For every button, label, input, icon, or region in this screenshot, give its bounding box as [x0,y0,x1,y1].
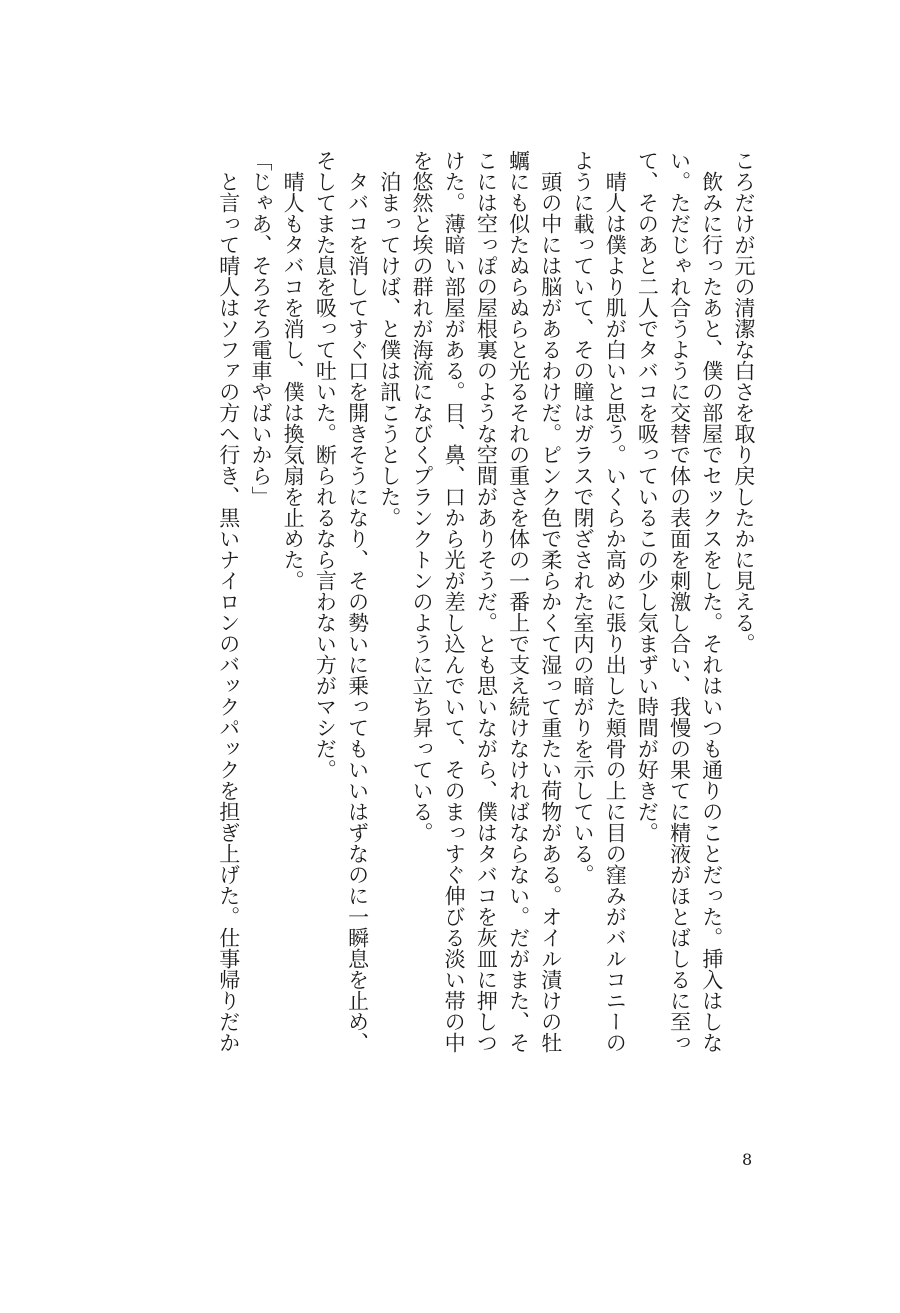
text-line: 飲みに行ったあと、僕の部屋でセックスをした。それはいつも通りのことだった。挿入はしな [699,150,724,1053]
text-line: 「じゃあ、そろそろ電車やばいから」 [248,150,273,507]
text-line: ころだけが元の清潔な白さを取り戻したかに見える。 [732,150,756,654]
text-line: タバコを消してすぐ口を開きそうになり、その勢いに乗ってもいいはずなのに一瞬息を止め、 [345,150,370,1053]
text-line: 頭の中には脳があるわけだ。ピンク色で柔らかくて湿って重たい荷物がある。オイル漬けの牡 [538,150,563,1053]
page-number: 8 [742,1150,753,1169]
text-line: 蠣にも似たぬらぬらと光るそれの重さを体の一番上で支え続けなければならない。だがまた、そ [506,150,531,1053]
text-line: い。ただじゃれ合うように交替で体の表面を刺激し合い、我慢の果てに精液がほとばしるに至っ [667,150,692,1053]
text-line: そしてまた息を吸って吐いた。断られるなら言わない方がマシだ。 [313,150,338,780]
text-line: ように載っていて、その瞳はガラスで閉ざされた室内の暗がりを示している。 [570,150,595,885]
text-line: こには空っぽの屋根裏のような空間がありそうだ。とも思いながら、僕はタバコを灰皿に押しつ [474,150,499,1053]
vertical-text-block [120,150,760,1140]
text-line: て、そのあと二人でタバコを吸っているこの少し気まずい時間が好きだ。 [635,150,660,843]
text-line: けた。薄暗い部屋がある。目、鼻、口から光が差し込んでいて、そのまっすぐ伸びる淡い帯の中 [442,150,467,1053]
text-line: 晴人もタバコを消し、僕は換気扇を止めた。 [281,150,306,591]
text-line: 晴人は僕より肌が白いと思う。いくらか高めに張り出した頬骨の上に目の窪みがバルコニーの [603,150,628,1053]
text-line: と言って晴人はソファの方へ行き、黒いナイロンのバックパックを担ぎ上げた。仕事帰りだか [216,150,241,1053]
text-line: 泊まってけば、と僕は訊こうとした。 [377,150,402,528]
text-line: を悠然と埃の群れが海流になびくプランクトンのように立ち昇っている。 [409,150,434,843]
